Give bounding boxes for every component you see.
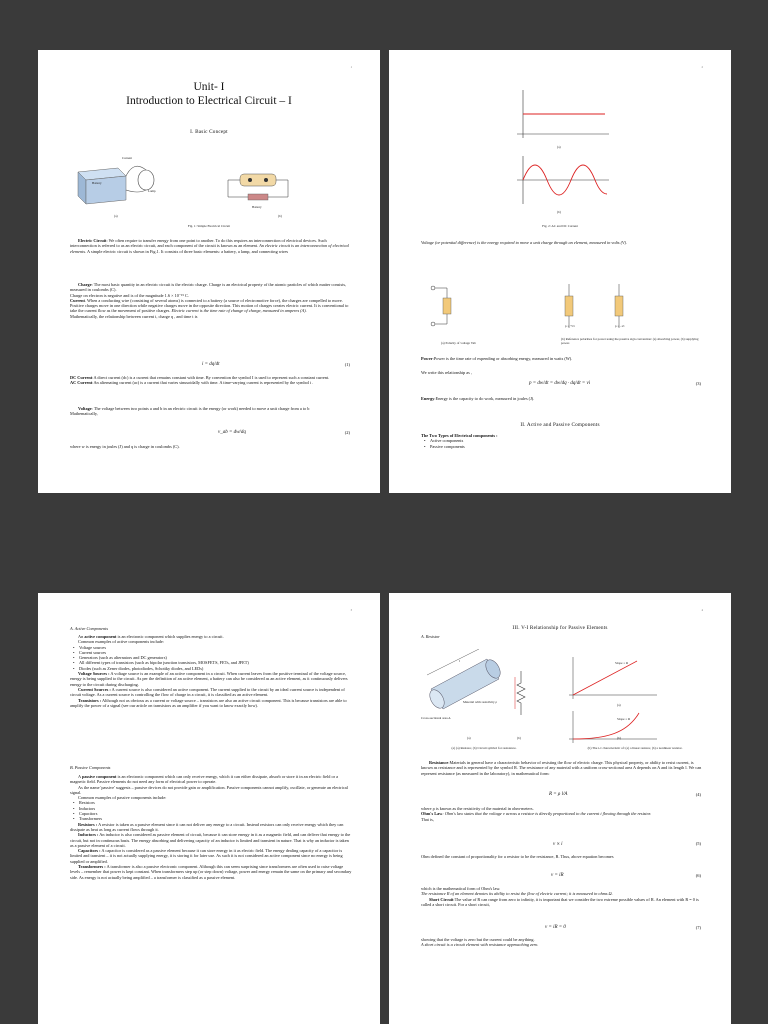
voltage-paragraph [70, 406, 352, 417]
dc-current-graph [515, 88, 611, 140]
fig-label-area: Cross-sectional area A [421, 716, 451, 720]
equation-number-3: (3) [695, 381, 701, 386]
text: :An alternating current (ac) is a current that varies sinusoidally with time. A time-varying current is represented by the symbol i . [92, 380, 314, 386]
fig-label-battery-2: Battery [252, 205, 262, 209]
ohms-law-paragraph [421, 806, 703, 822]
term-voltage: Voltage [78, 406, 92, 411]
text: An inductor is also considered as passive element of circuit, because it can store energy in it as a magnetic field, and can deliver that energy to the circuit, but not in continuous basis. The energy absorbing and delivering capacity of an inductor is limited and transient in nature. That is why an inductor is taken as a passive element of a circuit. [70, 832, 351, 848]
simple-circuit-figure [74, 154, 304, 220]
subsection-heading: B. Passive Components [70, 765, 111, 770]
nonlinear-iv-graph [567, 709, 659, 745]
text: : The voltage between two points a and b in an electric circuit is the energy (or work) needed to move a unit charge from a to b [91, 406, 310, 411]
italic-text: An electric circuit is an interconnection of electrical elements. [70, 243, 349, 254]
term: Voltage Sources : [78, 671, 110, 677]
fig-label-b: (b) [278, 214, 282, 218]
text: :A direct current (dc) is a current that remains constant with time. By convention the symbol I is used to represent such a constant current. [92, 375, 330, 380]
equation-number-1: (1) [344, 362, 350, 367]
section-heading: II. Active and Passive Components [520, 422, 600, 428]
energy-paragraph [421, 396, 703, 401]
list-item: • Passive components [421, 444, 703, 449]
term: Transistors : [78, 697, 102, 703]
list-item: • All different types of transistors (such as bipolar junction transistors, MOSFETS, FETs, and JFET) [70, 660, 352, 665]
voltage-definition: Voltage (or potential difference) is the energy required to move a unit charge through an element, measured in volts (V). [421, 240, 628, 245]
text: :The value of R can range from zero to infinity, it is important that we consider the two extreme possible values of R. An element with R = 0 is called a short circuit. For a short circuit, [421, 896, 699, 907]
italic-text: Electric current is the time rate of change of charge, measured in amperes (A). [171, 308, 307, 314]
text: is an electronic component which supplies energy to a circuit. [117, 634, 224, 639]
term-ohms-law: Ohm's Law [421, 811, 443, 817]
linear-iv-graph [567, 655, 659, 701]
term-current: Current [70, 297, 85, 303]
italic-text: A short circuit is a circuit element with resistance approaching zero. [421, 942, 539, 948]
list-item: • Resistors [70, 800, 352, 805]
text: A simple electric circuit is shown in Fig.1. It consists of three basic elements: a battery, a lamp, and connecting wires [86, 248, 289, 254]
fig-label-a: (a) [467, 736, 471, 740]
page-1 [38, 50, 380, 493]
graph-label-b: (b) [617, 736, 621, 740]
term: passive component [81, 774, 117, 779]
list-item: • Current sources [70, 650, 352, 655]
figure-caption: Fig. 1: Simple Electrical Circuit [187, 224, 231, 228]
iv-caption: (b) The i-v characteristic of: (a) a linear resistor, (b) a nonlinear resistor. [587, 746, 683, 750]
equation-number-4: (4) [695, 792, 701, 797]
text: Mathematically, [70, 411, 98, 417]
list-item: • Capacitors [70, 811, 352, 816]
text: A transformer is also a passive electronic component. Although this can seem surprising since transformers are often used to raise voltage levels – remember that power is kept constant. When transformers step up (or step down) voltage, power and energy remain the same on the primary and secondary side. As energy is not actually being amplified – a transformer is classified as a passive element. [70, 864, 352, 880]
text: A resistor is taken as a passive element since it can not deliver any energy to a circuit. Instead resistors can only receive energy which they can dissipate as heat as long as current flows through it. [70, 821, 344, 832]
fig-label-material: Material with resistivity ρ [463, 700, 498, 704]
text: : The most basic quantity in an electric circuit is the electric charge. Charge is an electrical property of the atomic particles of which matter consists, measured in coulombs (C). [70, 282, 347, 293]
term: Inductors : [78, 832, 99, 838]
term-electric-circuit: Electric Circuit [78, 238, 107, 243]
we-write-text: We write this relationship as , [421, 370, 472, 375]
equation-2: v_ab = dw/dq [218, 430, 246, 435]
term: active component [84, 634, 117, 639]
term-energy: Energy [421, 396, 435, 401]
equation-4: R = ρ l/A [549, 792, 568, 797]
slope-label-linear: Slope = R [615, 661, 629, 665]
italic-text: : Ohm's law states that the voltage v across a resistor is directly proportional to the current i flowing through the resistor. [442, 811, 652, 817]
graph-label-a: (a) [617, 703, 621, 707]
term: Current Sources : [78, 686, 111, 692]
slope-label-nonlinear: Slope = R [617, 717, 631, 721]
equation-1: i = dq/dt [202, 362, 220, 367]
text: A [78, 774, 81, 779]
text: is an electronic component which can only receive energy, which it can either dissipate, absorb or store it in an electric field or a magnetic field. Passive elements do not need any form of electrical power to operate. [70, 774, 339, 785]
text: Common examples of active components include: [78, 639, 165, 645]
term-power: Power [421, 356, 433, 361]
text: :Power is the time rate of expending or absorbing energy, measured in watts (W). [432, 356, 573, 361]
text: A voltage source is an example of an active component in a circuit. When current leaves from the positive terminal of the voltage source, energy is being supplied to the circuit. As per the definition of an active element, a battery can also be considered as an active element, as it continuously delivers energy to the circuit during discharging. [70, 671, 348, 687]
term-resistance: Resistance [429, 760, 449, 765]
active-components-text [70, 634, 352, 708]
dc-ac-paragraph [70, 375, 352, 386]
fig-label-current: Current [122, 156, 133, 160]
equation-number-5: (5) [695, 841, 701, 846]
list-item: • Generators (such as alternators and DC generators) [70, 655, 352, 660]
energy-where: where w is energy in joules (J) and q is charge in coulombs (C). [70, 444, 180, 449]
list-item: • Active components [421, 438, 703, 443]
page-4 [389, 593, 731, 1024]
italic-text: The resistance R of an element denotes its ability to resist the flow of electric current; it is measured in ohms Ω. [421, 891, 613, 897]
ohm-definition: Ohm defined the constant of proportionality for a resistor to be the resistance, R. Thus, above equation becomes [421, 854, 614, 859]
page-3 [38, 593, 380, 1024]
fig-label-length: l [459, 659, 460, 663]
text: showing that the voltage is zero but the current could be anything. [421, 937, 535, 942]
passive-components-text [70, 774, 352, 880]
ohm-form-paragraph [421, 886, 703, 907]
term: Resistors : [78, 821, 98, 827]
fig-label-b: (b) [557, 210, 561, 214]
unit-title: Unit- I [193, 81, 225, 93]
polarity-caption: (a) Polarity of voltage Vab [441, 341, 476, 345]
resistor-caption: (a) (a) Resistor, (b) Circuit symbol for resistance. [451, 746, 517, 750]
ac-current-graph [515, 154, 611, 206]
text: :Materials in general have a characteristic behavior of resisting the flow of electric charge. This physical property, or ability to resist current, is known as resistance and is represented by the symbol R. The resistance of any material with a uniform cross-sectional area A depends on A and its length l. We can represent resistance (as measured in the laboratory), in mathematical form: [421, 760, 702, 776]
short-circuit-conclusion [421, 937, 703, 948]
fig-label-a: (a) [114, 214, 118, 218]
list-item: • Transformers [70, 816, 352, 821]
resistor-figure [417, 649, 547, 739]
text: That is, [421, 816, 434, 822]
text: Although not as obvious as a current or voltage source – transistors are also an active circuit component. This is because transistors are able to amplify the power of a signal (see our article on transistors as an amplifier if you want to know exactly how). [70, 697, 347, 708]
types-heading: The Two Types of Electrical components : [421, 433, 498, 438]
text: An [78, 634, 84, 639]
text: Charge on electron is negative and is of the magnitude 1.6 × 10⁻¹⁹ C. [70, 292, 189, 298]
term-short-circuit: Short Circuit [429, 896, 454, 902]
equation-number-6: (6) [695, 873, 701, 878]
component-types [421, 433, 703, 449]
charge-paragraph [70, 282, 352, 319]
list-item: • Diodes (such as Zener diodes, photodiodes, Schottky diodes, and LEDs) [70, 666, 352, 671]
section-heading: I. Basic Concept [190, 129, 228, 135]
page-number: 1 [350, 65, 352, 69]
term-ac: AC Current [70, 380, 93, 386]
term: Transformers : [78, 864, 106, 870]
text: where ρ is known as the resistivity of the material in ohm-meters. [421, 806, 534, 811]
resistance-paragraph [421, 760, 703, 776]
list-item: • Inductors [70, 806, 352, 811]
fig-label-battery: Battery [92, 181, 102, 185]
page-number: 3 [350, 608, 352, 612]
text: Common examples of passive components include: [78, 795, 167, 801]
equation-6: v = iR [551, 873, 564, 878]
electric-circuit-paragraph [70, 238, 352, 254]
page-2 [389, 50, 731, 493]
fig-label-b: (b) [517, 736, 521, 740]
subsection-heading: A. Resistor [421, 634, 440, 639]
page-number: 2 [701, 65, 703, 69]
fig-label-a: (a) [557, 145, 561, 149]
term: Capacitors : [78, 848, 101, 854]
power-paragraph [421, 356, 703, 361]
subsection-heading: A. Active Components [70, 626, 108, 631]
term-charge: Charge [78, 282, 92, 287]
list-item: • Voltage sources [70, 645, 352, 650]
text: A current source is also considered an active component. The current supplied to the circuit by an ideal current source is independent of circuit voltage. As a current source is controlling the flow of charge in a circuit, it is classified as an active element. [70, 686, 345, 698]
fig-label-lamp: Lamp [148, 189, 156, 193]
power-reference-caption: (b) Reference polarities for power using the passive sign convention: (a) absorbing power, (b) supplying power. [561, 337, 699, 345]
chapter-title: Introduction to Electrical Circuit – I [126, 95, 292, 107]
text: : We often require to transfer energy from one point to another. To do this requires an interconnection of electrical devices. Such interconnection is referred to as an electric circuit, and each component of the circuit is known as an element. [70, 238, 327, 249]
power-label-minus: p = –vi [615, 324, 625, 328]
text: which is the mathematical form of Ohm's law. [421, 886, 501, 891]
equation-7: v = iR = 0 [545, 925, 566, 930]
equation-number-7: (7) [695, 925, 701, 930]
figure-caption: Fig. 2: AC and DC Current [542, 224, 578, 228]
section-heading: III. V-I Relationship for Passive Elements [512, 625, 608, 631]
text: . When a conducting wire (consisting of several atoms) is connected to a battery (a source of electromotive force), the charges are compelled to move. Positive charges move in one direction while negative charges move in the opposite direction. This motion of charges creates electric current. It is conventional to take the current flow as the movement of positive charges. [70, 297, 349, 314]
text: As the name 'passive' suggests – passive devices do not provide gain or amplification. Passive components cannot amplify, oscillate, or generate an electrical signal. [70, 784, 348, 795]
power-label-plus: p = +vi [565, 324, 575, 328]
equation-number-2: (2) [344, 430, 350, 435]
equation-3: p = dw/dt = dw/dq · dq/dt = vi [529, 381, 591, 386]
equation-5: v ∝ i [553, 842, 563, 847]
text: Mathematically, the relationship between current i, charge q , and time t is [70, 313, 198, 319]
term-dc: DC Current [70, 375, 93, 380]
text: :Energy is the capacity to do work, measured in joules (J). [434, 396, 535, 401]
text: A capacitor is considered as a passive element because it can store energy in it as electric field. The energy dealing capacity of a capacitor is limited and transient – it is not actually supplying energy, it is storing it for later use. As such it is not considered an active component since no energy is being supplied or amplified. [70, 848, 343, 864]
page-number: 4 [701, 608, 703, 612]
